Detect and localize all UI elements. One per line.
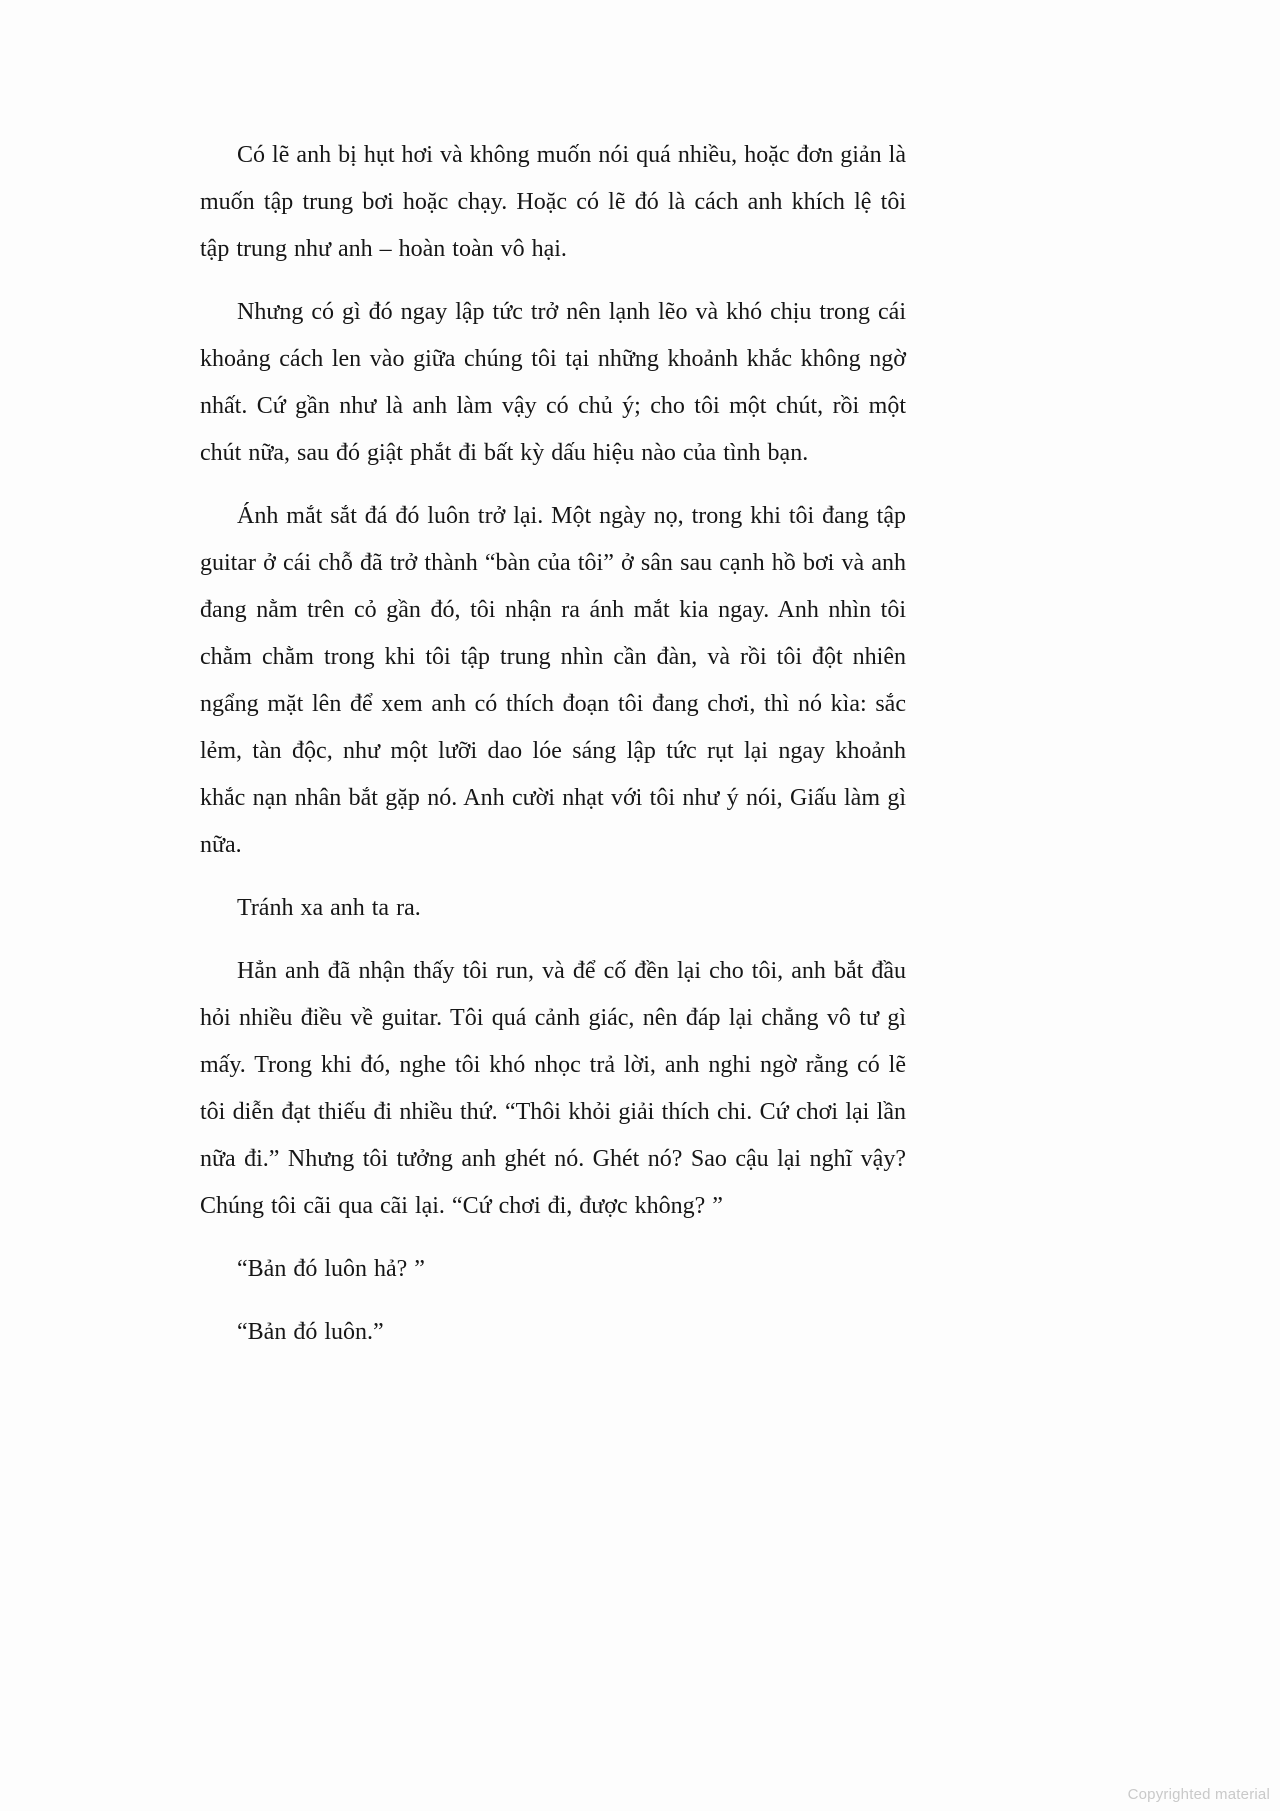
paragraph: Nhưng có gì đó ngay lập tức trở nên lạnh lẽo và khó chịu trong cái khoảng cách len vào giữa chúng tôi tại những khoảnh khắc không ngờ nhất. Cứ gần như là anh làm vậy có chủ ý; cho tôi một chút, rồi một chút nữa, sau đó giật phắt đi bất kỳ dấu hiệu nào của tình bạn.	[200, 299, 906, 466]
paragraph: Có lẽ anh bị hụt hơi và không muốn nói quá nhiều, hoặc đơn giản là muốn tập trung bơi hoặc chạy. Hoặc có lẽ đó là cách anh khích lệ tôi tập trung như anh – hoàn toàn vô hại.	[200, 142, 906, 262]
paragraph: Tránh xa anh ta ra.	[237, 895, 421, 921]
paragraph: Hẳn anh đã nhận thấy tôi run, và để cố đền lại cho tôi, anh bắt đầu hỏi nhiều điều về guitar. Tôi quá cảnh giác, nên đáp lại chẳng vô tư gì mấy. Trong khi đó, nghe tôi khó nhọc trả lời, anh nghi ngờ rằng có lẽ tôi diễn đạt thiếu đi nhiều thứ. “Thôi khỏi giải thích chi. Cứ chơi lại lần nữa đi.” Nhưng tôi tưởng anh ghét nó. Ghét nó? Sao cậu lại nghĩ vậy? Chúng tôi cãi qua cãi lại. “Cứ chơi đi, được không? ”	[200, 958, 906, 1219]
copyright-watermark: Copyrighted material	[1127, 1786, 1270, 1803]
page-text-block	[200, 132, 906, 1372]
paragraph: “Bản đó luôn.”	[237, 1319, 384, 1345]
paragraph: “Bản đó luôn hả? ”	[237, 1256, 425, 1282]
paragraph: Ánh mắt sắt đá đó luôn trở lại. Một ngày nọ, trong khi tôi đang tập guitar ở cái chỗ đã trở thành “bàn của tôi” ở sân sau cạnh hồ bơi và anh đang nằm trên cỏ gần đó, tôi nhận ra ánh mắt kia ngay. Anh nhìn tôi chằm chằm trong khi tôi tập trung nhìn cần đàn, và rồi tôi đột nhiên ngẩng mặt lên để xem anh có thích đoạn tôi đang chơi, thì nó kìa: sắc lẻm, tàn độc, như một lưỡi dao lóe sáng lập tức rụt lại ngay khoảnh khắc nạn nhân bắt gặp nó. Anh cười nhạt với tôi như ý nói, Giấu làm gì nữa.	[200, 503, 906, 858]
